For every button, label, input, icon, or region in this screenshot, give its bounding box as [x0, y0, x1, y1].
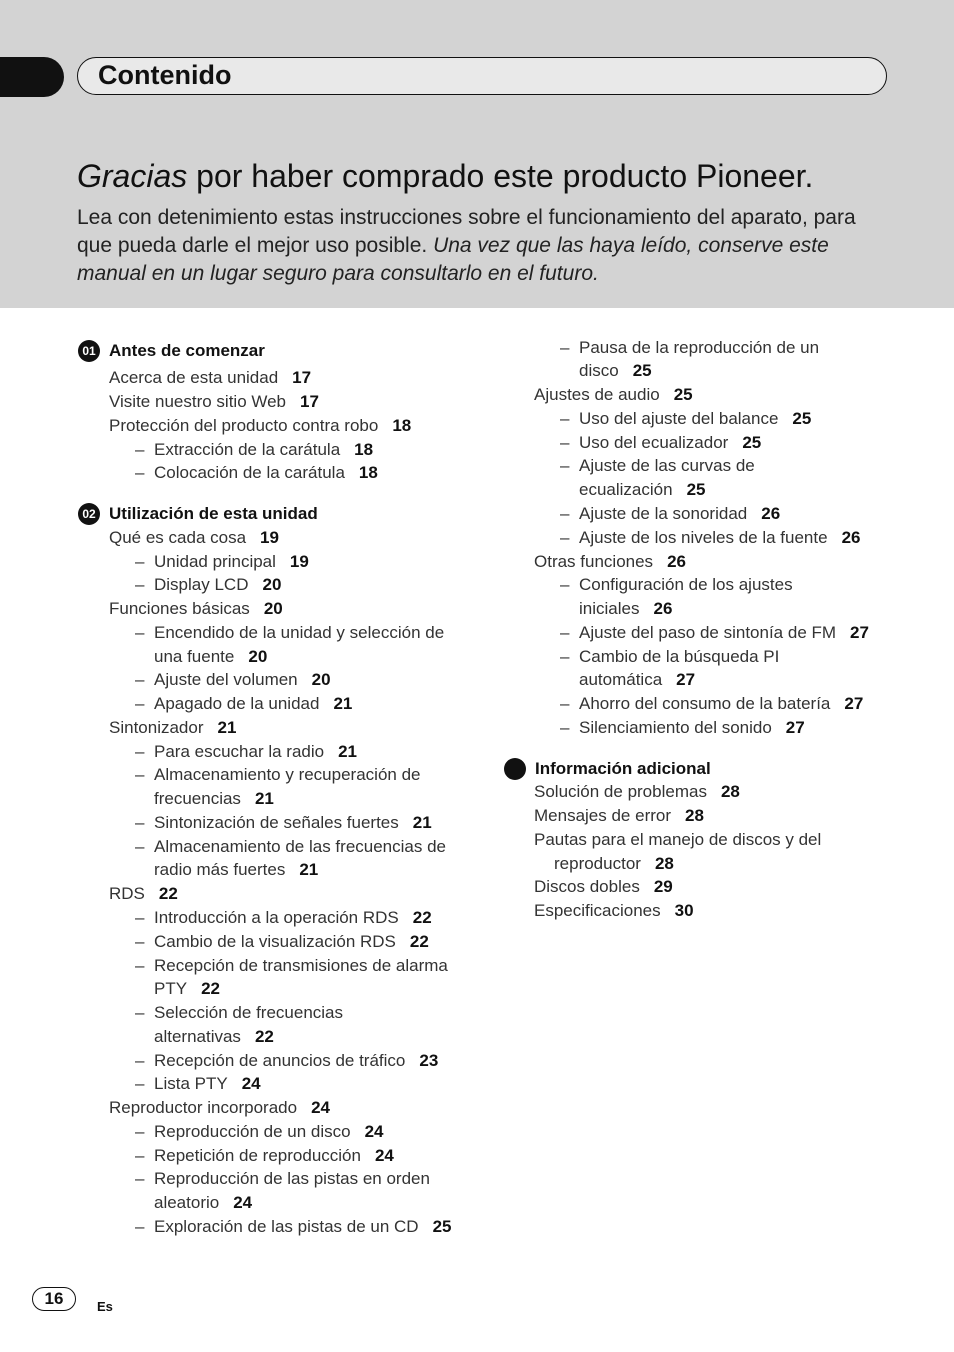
chapter-badge-02: 02: [78, 503, 100, 525]
toc-entry[interactable]: [560, 336, 820, 360]
toc-entry[interactable]: [154, 1025, 274, 1049]
toc-page-number: 22: [158, 884, 178, 903]
page-number: 16: [32, 1287, 76, 1311]
toc-entry[interactable]: [135, 668, 331, 692]
toc-entry[interactable]: [560, 407, 812, 431]
toc-entry-title: Ahorro del consumo de la batería: [579, 694, 831, 713]
toc-entry-title: ecualización: [579, 480, 673, 499]
toc-entry-title: Cambio de la visualización RDS: [154, 932, 396, 951]
toc-entry-title: Ajuste de los niveles de la fuente: [579, 528, 828, 547]
chapter-heading-01[interactable]: Antes de comenzar: [109, 341, 265, 360]
toc-entry[interactable]: [135, 1001, 344, 1025]
toc-dash: –: [560, 575, 570, 594]
toc-entry[interactable]: [135, 811, 432, 835]
toc-entry-title: Ajuste del paso de sintonía de FM: [579, 623, 837, 642]
toc-entry-title: Recepción de anuncios de tráfico: [154, 1051, 406, 1070]
toc-page-number: 25: [742, 433, 762, 452]
toc-dash: –: [135, 1122, 145, 1141]
toc-page-number: 26: [667, 552, 686, 571]
toc-dash: –: [135, 670, 145, 689]
language-code: Es: [97, 1299, 113, 1314]
toc-entry[interactable]: [135, 930, 429, 954]
toc-page-number: 19: [289, 552, 309, 571]
toc-page-number: 27: [676, 670, 696, 689]
toc-page-number: 25: [673, 385, 693, 404]
toc-entry-title: Lista PTY: [154, 1074, 228, 1093]
toc-page-number: 17: [300, 392, 319, 411]
toc-entry-title: Encendido de la unidad y selección de: [154, 623, 445, 642]
toc-entry-title: aleatorio: [154, 1193, 220, 1212]
toc-entry[interactable]: [579, 597, 672, 621]
toc-page-number: 23: [419, 1051, 439, 1070]
toc-dash: –: [135, 1051, 145, 1070]
toc-page-number: 20: [248, 647, 268, 666]
toc-page-number: 21: [217, 718, 237, 737]
toc-dash: –: [560, 433, 570, 452]
toc-dash: –: [135, 908, 145, 927]
toc-dash: –: [135, 932, 145, 951]
toc-dash: –: [560, 623, 570, 642]
toc-entry[interactable]: [534, 804, 704, 828]
toc-entry[interactable]: [560, 431, 762, 455]
toc-entry-title: Discos dobles: [534, 877, 640, 896]
toc-entry-title: Display LCD: [154, 575, 249, 594]
toc-entry[interactable]: [560, 692, 864, 716]
toc-entry[interactable]: [534, 875, 673, 899]
toc-page-number: 21: [338, 742, 358, 761]
toc-dash: –: [560, 338, 570, 357]
toc-entry-title: una fuente: [154, 647, 235, 666]
toc-entry[interactable]: [109, 390, 319, 414]
toc-entry[interactable]: [135, 692, 353, 716]
toc-entry-title: Mensajes de error: [534, 806, 672, 825]
toc-entry[interactable]: [135, 1072, 261, 1096]
toc-page-number: 18: [354, 440, 374, 459]
toc-dash: –: [135, 552, 145, 571]
toc-entry[interactable]: [109, 366, 311, 390]
toc-entry[interactable]: [534, 383, 693, 407]
toc-entry-title: radio más fuertes: [154, 860, 286, 879]
toc-page-number: 21: [254, 789, 274, 808]
toc-entry-title: Para escuchar la radio: [154, 742, 325, 761]
toc-entry[interactable]: [135, 954, 448, 978]
toc-entry-title: alternativas: [154, 1027, 241, 1046]
toc-entry[interactable]: [154, 977, 220, 1001]
toc-dash: –: [135, 1217, 145, 1236]
toc-page-number: 26: [653, 599, 673, 618]
toc-entry-title: Acerca de esta unidad: [109, 368, 279, 387]
toc-entry-title: Recepción de transmisiones de alarma: [154, 956, 448, 975]
toc-entry[interactable]: [534, 828, 821, 852]
toc-entry-title: Configuración de los ajustes: [579, 575, 793, 594]
toc-entry-title: Extracción de la carátula: [154, 440, 341, 459]
toc-entry-title: Sintonizador: [109, 718, 204, 737]
toc-entry[interactable]: [135, 1049, 439, 1073]
toc-page-number: 28: [720, 782, 740, 801]
toc-page-number: 30: [674, 901, 694, 920]
toc-page-number: 28: [685, 806, 704, 825]
toc-dash: –: [560, 409, 570, 428]
toc-entry-title: Pausa de la reproducción de un: [579, 338, 820, 357]
toc-dash: –: [135, 837, 145, 856]
toc-entry-title: Colocación de la carátula: [154, 463, 345, 482]
intro-italic-text: Una vez que las haya leído, conserve este manual en un lugar seguro para consultarlo en el futuro.: [77, 234, 829, 285]
toc-entry[interactable]: [534, 780, 740, 804]
toc-entry[interactable]: [560, 716, 805, 740]
toc-entry[interactable]: [579, 359, 652, 383]
toc-entry[interactable]: [135, 906, 432, 930]
toc-page-number: 22: [201, 979, 220, 998]
toc-dash: –: [135, 813, 145, 832]
toc-entry-title: Sintonización de señales fuertes: [154, 813, 399, 832]
toc-entry[interactable]: [109, 414, 411, 438]
toc-dash: –: [135, 623, 145, 642]
toc-entry-title: Apagado de la unidad: [154, 694, 320, 713]
toc-entry-title: Ajuste de las curvas de: [579, 456, 755, 475]
toc-entry-title: Cambio de la búsqueda PI: [579, 647, 780, 666]
toc-page-number: 19: [260, 528, 279, 547]
toc-entry[interactable]: [154, 1191, 252, 1215]
toc-entry-title: iniciales: [579, 599, 640, 618]
chapter-heading-03[interactable]: Información adicional: [535, 759, 711, 778]
toc-entry[interactable]: [154, 645, 267, 669]
toc-entry[interactable]: [554, 852, 674, 876]
toc-page-number: 21: [333, 694, 353, 713]
toc-entry-title: Reproductor incorporado: [109, 1098, 298, 1117]
toc-page-number: 25: [632, 361, 652, 380]
toc-entry-title: Qué es cada cosa: [109, 528, 247, 547]
toc-page-number: 22: [409, 932, 429, 951]
toc-page-number: 17: [292, 368, 312, 387]
toc-dash: –: [560, 504, 570, 523]
headline-italic: Gracias: [77, 158, 188, 194]
toc-entry-title: Reproducción de las pistas en orden: [154, 1169, 430, 1188]
toc-page-number: 22: [254, 1027, 274, 1046]
toc-entry[interactable]: [154, 787, 274, 811]
toc-page-number: 21: [412, 813, 432, 832]
toc-entry-title: Ajustes de audio: [534, 385, 660, 404]
toc-entry[interactable]: [560, 526, 861, 550]
toc-entry[interactable]: [135, 438, 374, 462]
toc-dash: –: [135, 1003, 145, 1022]
toc-entry[interactable]: [154, 858, 318, 882]
toc-entry-title: Especificaciones: [534, 901, 661, 920]
toc-entry-title: Reproducción de un disco: [154, 1122, 351, 1141]
toc-dash: –: [135, 694, 145, 713]
toc-page-number: 27: [785, 718, 805, 737]
toc-entry[interactable]: [560, 621, 869, 645]
toc-entry-title: frecuencias: [154, 789, 241, 808]
toc-dash: –: [135, 1074, 145, 1093]
toc-entry[interactable]: [135, 740, 358, 764]
toc-page-number: 24: [311, 1098, 330, 1117]
toc-dash: –: [560, 718, 570, 737]
toc-entry-title: Solución de problemas: [534, 782, 707, 801]
toc-entry-title: Silenciamiento del sonido: [579, 718, 772, 737]
toc-entry[interactable]: [135, 1144, 394, 1168]
toc-entry[interactable]: [109, 882, 178, 906]
toc-dash: –: [560, 456, 570, 475]
chapter-heading-02[interactable]: Utilización de esta unidad: [109, 504, 318, 523]
toc-entry-title: Visite nuestro sitio Web: [109, 392, 287, 411]
toc-entry-title: Protección del producto contra robo: [109, 416, 379, 435]
toc-entry-title: reproductor: [554, 854, 641, 873]
toc-entry-title: Uso del ecualizador: [579, 433, 729, 452]
toc-page-number: 20: [311, 670, 331, 689]
toc-dash: –: [135, 440, 145, 459]
headline-text: por haber comprado este producto Pioneer.: [187, 158, 814, 194]
section-tab-marker: [0, 57, 64, 97]
section-header: [77, 57, 887, 95]
toc-entry-title: Funciones básicas: [109, 599, 250, 618]
toc-entry-title: Ajuste de la sonoridad: [579, 504, 748, 523]
toc-page-number: 25: [686, 480, 706, 499]
chapter-badge-03: [504, 758, 526, 780]
section-title: Contenido: [98, 60, 232, 90]
intro-text: Lea con detenimiento estas instrucciones sobre el funcionamiento del aparato, para que pueda darle el mejor uso posible.: [77, 206, 856, 257]
toc-dash: –: [135, 1146, 145, 1165]
toc-entry-title: Selección de frecuencias: [154, 1003, 344, 1022]
toc-entry[interactable]: [109, 526, 279, 550]
toc-dash: –: [135, 463, 145, 482]
toc-entry[interactable]: [579, 668, 695, 692]
toc-entry-title: Ajuste del volumen: [154, 670, 298, 689]
toc-entry-title: Repetición de reproducción: [154, 1146, 361, 1165]
toc-dash: –: [560, 694, 570, 713]
toc-entry-title: Introducción a la operación RDS: [154, 908, 399, 927]
toc-page-number: 22: [412, 908, 432, 927]
toc-page-number: 25: [432, 1217, 452, 1236]
toc-entry[interactable]: [560, 645, 780, 669]
toc-entry[interactable]: [579, 478, 705, 502]
toc-entry[interactable]: [135, 1167, 430, 1191]
toc-dash: –: [135, 1169, 145, 1188]
toc-page-number: 18: [392, 416, 412, 435]
toc-entry-title: Otras funciones: [534, 552, 654, 571]
toc-entry-title: automática: [579, 670, 663, 689]
toc-page-number: 21: [299, 860, 319, 879]
toc-entry[interactable]: [135, 550, 309, 574]
toc-dash: –: [560, 647, 570, 666]
toc-page-number: 24: [241, 1074, 261, 1093]
toc-dash: –: [560, 528, 570, 547]
toc-page-number: 20: [262, 575, 282, 594]
toc-entry[interactable]: [560, 454, 755, 478]
toc-page-number: 25: [792, 409, 812, 428]
toc-entry-title: Exploración de las pistas de un CD: [154, 1217, 419, 1236]
toc-entry-title: Almacenamiento de las frecuencias de: [154, 837, 446, 856]
toc-entry[interactable]: [135, 763, 421, 787]
toc-page-number: 24: [374, 1146, 394, 1165]
toc-entry[interactable]: [135, 1120, 384, 1144]
toc-page-number: 24: [364, 1122, 384, 1141]
toc-entry[interactable]: [560, 573, 793, 597]
chapter-badge-01: 01: [78, 340, 100, 362]
toc-entry-title: Uso del ajuste del balance: [579, 409, 779, 428]
toc-page-number: 27: [844, 694, 864, 713]
toc-page-number: 26: [841, 528, 861, 547]
toc-entry[interactable]: [534, 899, 694, 923]
intro-paragraph: [77, 204, 867, 288]
toc-entry-title: disco: [579, 361, 619, 380]
toc-entry[interactable]: [109, 1096, 330, 1120]
toc-page-number: 27: [850, 623, 869, 642]
toc-entry-title: RDS: [109, 884, 145, 903]
toc-dash: –: [135, 956, 145, 975]
toc-entry[interactable]: [534, 550, 686, 574]
toc-entry[interactable]: [135, 835, 446, 859]
toc-entry[interactable]: [109, 716, 236, 740]
toc-entry-title: Almacenamiento y recuperación de: [154, 765, 421, 784]
toc-page-number: 28: [654, 854, 674, 873]
toc-entry[interactable]: [135, 621, 445, 645]
toc-page-number: 29: [653, 877, 673, 896]
toc-page-number: 18: [358, 463, 378, 482]
toc-page-number: 26: [761, 504, 781, 523]
toc-entry-title: Unidad principal: [154, 552, 276, 571]
toc-entry[interactable]: [109, 597, 283, 621]
toc-entry[interactable]: [135, 1215, 452, 1239]
toc-page-number: 24: [233, 1193, 253, 1212]
toc-dash: –: [135, 575, 145, 594]
toc-entry-title: Pautas para el manejo de discos y del: [534, 830, 822, 849]
toc-entry[interactable]: [135, 461, 378, 485]
toc-entry-title: PTY: [154, 979, 188, 998]
toc-entry[interactable]: [560, 502, 781, 526]
page-headline: [77, 158, 813, 195]
toc-dash: –: [135, 742, 145, 761]
toc-dash: –: [135, 765, 145, 784]
toc-page-number: 20: [263, 599, 283, 618]
toc-entry[interactable]: [135, 573, 282, 597]
